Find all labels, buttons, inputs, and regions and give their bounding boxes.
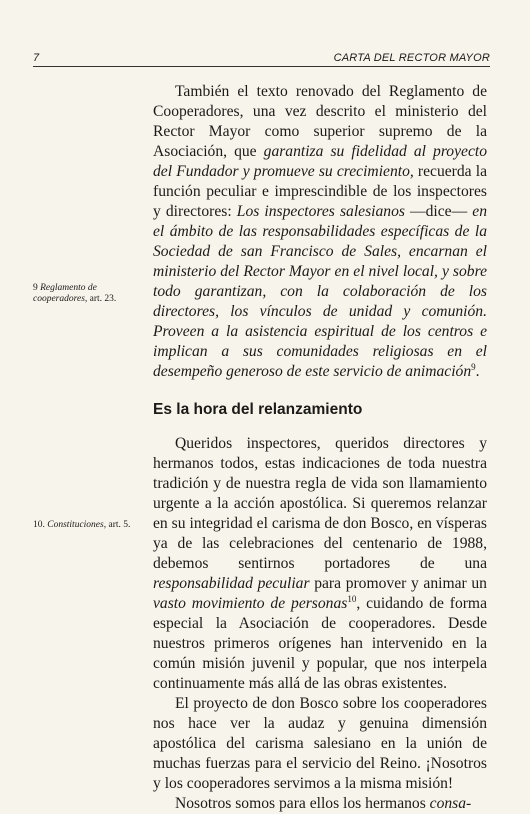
main-text (153, 82, 487, 814)
margin-note-10: 10. Constituciones, art. 5. (33, 520, 131, 530)
footnote-ref-9: 9 (471, 361, 476, 372)
running-title: CARTA DEL RECTOR MAYOR (333, 52, 490, 64)
section-heading: Es la hora del relanzamiento (153, 401, 363, 418)
paragraph-2: Queridos inspectores, queridos directores y hermanos todos, estas indicaciones de toda nuestra tradición y de nuestra regla de vida son llamamiento urgente a la acción apostólica. Si queremos relanzar en su integridad el carisma de don Bosco, en vísperas ya de las celebraciones del centenario de 1988, debemos sentirnos portadores de una responsabilidad peculiar para promover y animar un vasto movimiento de personas$^{10}$, cuidando de forma especial la Asociación de cooperadores. Desde nuestros primeros orígenes han intervenido en la común misión juvenil y popular, que nos interpela continuamente más allá de las obras existentes. (153, 435, 487, 692)
paragraph-3: El proyecto de don Bosco sobre los cooperadores nos hace ver la audaz y genuina dimensión apostólica del carisma salesiano en la unión de muchas fuerzas para el servicio del Reino. ¡Nosotros y los cooperadores servimos a la misma misión! (153, 695, 487, 792)
running-header (33, 52, 490, 67)
page-number: 7 (33, 52, 40, 64)
paragraph-1: También el texto renovado del Reglamento de Cooperadores, una vez descrito el ministerio del Rector Mayor como superior supremo de la Asociación, que garantiza su fidelidad al proyecto del Fundador y promueve su crecimiento, recuerda la función peculiar e imprescindible de los inspectores y directores: Los inspectores salesianos —dice— en el ámbito de las responsabilidades específicas de la Sociedad de san Francisco de Sales, encarnan el ministerio del Rector Mayor en el nivel local, y sobre todo garantizan, con la colaboración de los directores, los vínculos de unidad y comunión. Proveen a la asistencia espiritual de los centros e implican a sus comunidades religiosas en el desempeño generoso de este servicio de animación$^9$. (153, 83, 487, 380)
footnote-ref-10: 10 (347, 593, 357, 604)
margin-note-9: 9 Reglamento de cooperadores, art. 23. (33, 283, 117, 304)
paragraph-4: Nosotros somos para ellos los hermanos consa- (175, 795, 472, 812)
